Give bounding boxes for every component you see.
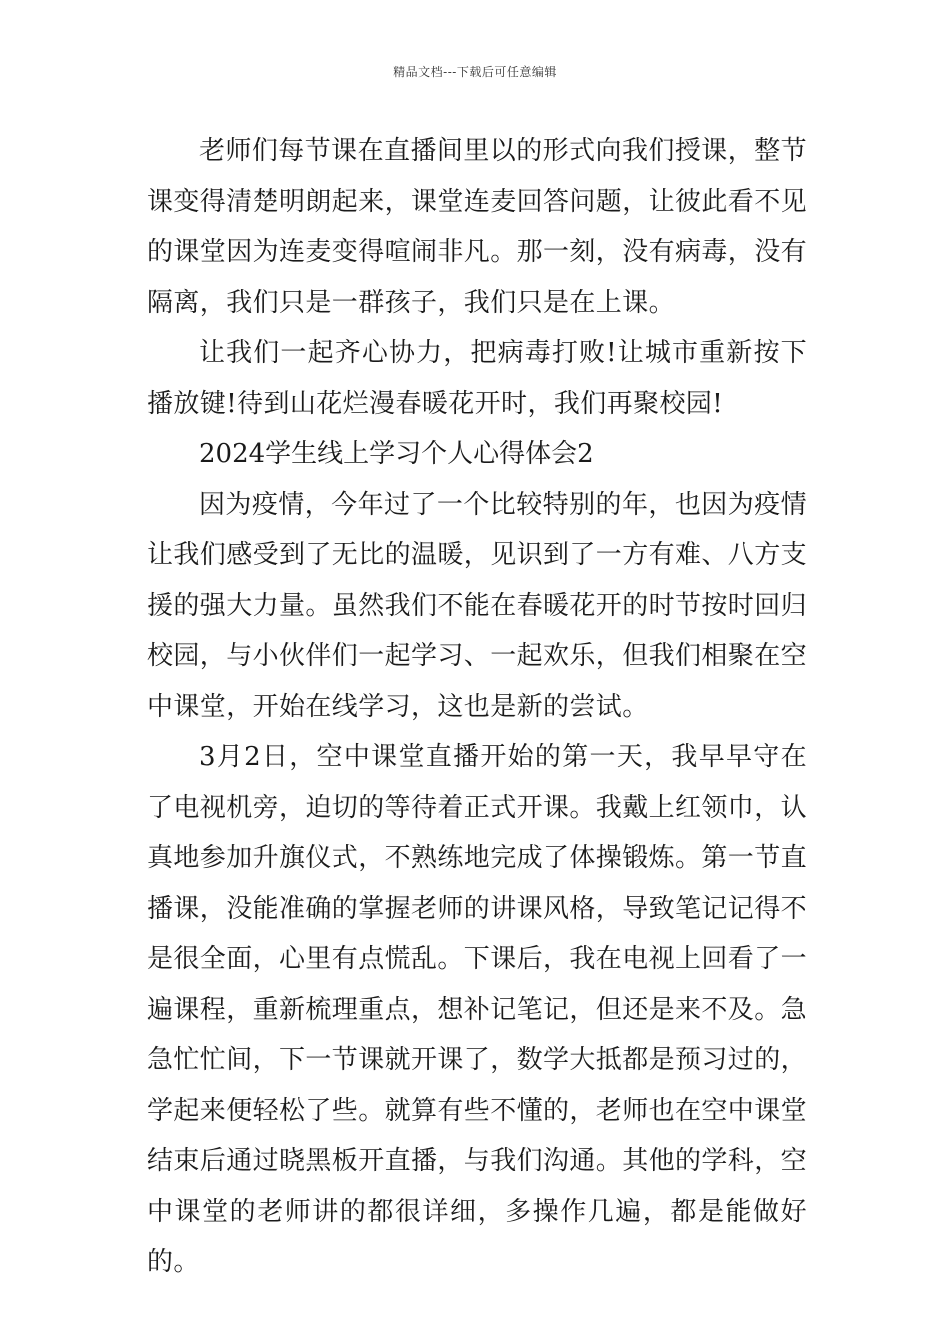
page-header: 精品文档---下载后可任意编辑	[393, 65, 557, 79]
paragraph-unite: 让我们一起齐心协力，把病毒打败!让城市重新按下播放键!待到山花烂漫春暖花开时，我们再聚校园!	[147, 338, 807, 419]
document-body	[147, 126, 807, 1288]
section-title: 2024学生线上学习个人心得体会2	[199, 439, 594, 469]
paragraph-epidemic: 因为疫情，今年过了一个比较特别的年，也因为疫情让我们感受到了无比的温暖，见识到了一方有难、八方支援的强大力量。虽然我们不能在春暖花开的时节按时回归校园，与小伙伴们一起学习、一起欢乐，但我们相聚在空中课堂，开始在线学习，这也是新的尝试。	[147, 489, 808, 722]
paragraph-online-class: 老师们每节课在直播间里以的形式向我们授课，整节课变得清楚明朗起来，课堂连麦回答问题，让彼此看不见的课堂因为连麦变得喧闹非凡。那一刻，没有病毒，没有隔离，我们只是一群孩子，我们只是在上课。	[147, 136, 808, 318]
paragraph-first-day: 3月2日，空中课堂直播开始的第一天，我早早守在了电视机旁，迫切的等待着正式开课。我戴上红领巾，认真地参加升旗仪式，不熟练地完成了体操锻炼。第一节直播课，没能准确的掌握老师的讲课风格，导致笔记记得不是很全面，心里有点慌乱。下课后，我在电视上回看了一遍课程，重新梳理重点，想补记笔记，但还是来不及。急急忙忙间，下一节课就开课了，数学大抵都是预习过的，学起来便轻松了些。就算有些不懂的，老师也在空中课堂结束后通过晓黑板开直播，与我们沟通。其他的学科，空中课堂的老师讲的都很详细，多操作几遍，都是能做好的。	[147, 742, 808, 1277]
